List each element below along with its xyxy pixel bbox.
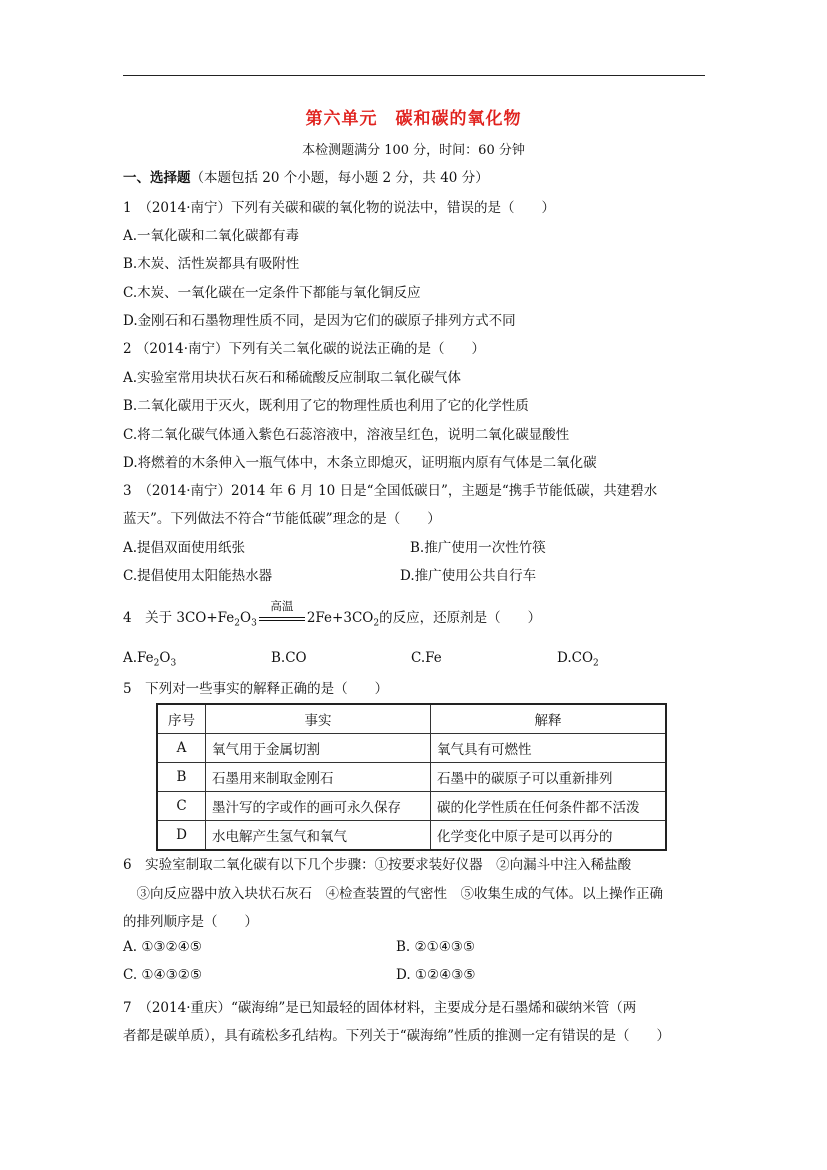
section-desc: （本题包括 20 个小题，每小题 2 分，共 40 分）: [190, 170, 489, 186]
table-header-row: [157, 704, 666, 734]
q7-stem-line2: 者都是碳单质），具有疏松多孔结构。下列关于“碳海绵”性质的推测一定有错误的是（ ）: [123, 1028, 671, 1044]
q1-option-c: C.木炭、一氧化碳在一定条件下都能与氧化铜反应: [123, 285, 421, 301]
reaction-condition: 高温: [270, 599, 294, 613]
q3-stem-line1: 3 （2014·南宁）2014 年 6 月 10 日是“全国低碳日”，主题是“携手节能低碳，共建碧水: [123, 483, 658, 499]
table-row: A 氧气用于金属切割 氧气具有可燃性: [157, 734, 666, 763]
q4-option-d: $D.CO_2$: [557, 650, 599, 669]
facts-table: [156, 703, 667, 851]
q3-stem-line2: 蓝天”。下列做法不符合“节能低碳”理念的是（ ）: [123, 511, 441, 527]
q4-option-c: C.Fe: [411, 650, 442, 666]
q4-option-a: $A.Fe_2O_3$: [123, 650, 177, 669]
reaction-arrow: [257, 599, 307, 626]
q1-stem: 1 （2014·南宁）下列有关碳和碳的氧化物的说法中，错误的是（ ）: [123, 200, 555, 216]
q1-option-d: D.金刚石和石墨物理性质不同，是因为它们的碳原子排列方式不同: [123, 313, 516, 329]
section-label: 一、选择题: [123, 170, 191, 186]
table-row: C 墨汁写的字或作的画可永久保存 碳的化学性质在任何条件都不活泼: [157, 792, 666, 821]
exam-info: 本检测题满分 100 分，时间：60 分钟: [302, 143, 525, 158]
q3-option-a: A.提倡双面使用纸张: [123, 540, 246, 556]
q7-stem-line1: 7 （2014·重庆）“碳海绵”是已知最轻的固体材料，主要成分是石墨烯和碳纳米管（两: [123, 1000, 637, 1016]
q4-option-b: B.CO: [271, 650, 307, 666]
q3-option-d: D.推广使用公共自行车: [400, 568, 537, 584]
q2-option-d: D.将燃着的木条伸入一瓶气体中，木条立即熄灭，证明瓶内原有气体是二氧化碳: [123, 455, 597, 471]
q6-option-b: B. ②①④③⑤: [396, 939, 476, 955]
table-row: D 水电解产生氢气和氧气 化学变化中原子是可以再分的: [157, 821, 666, 851]
q2-option-c: C.将二氧化碳气体通入紫色石蕊溶液中，溶液呈红色，说明二氧化碳显酸性: [123, 427, 570, 443]
q2-option-b: B.二氧化碳用于灭火，既利用了它的物理性质也利用了它的化学性质: [123, 398, 529, 414]
table-header: 序号: [157, 704, 206, 734]
table-header: 解释: [431, 704, 667, 734]
q2-stem: 2 （2014·南宁）下列有关二氧化碳的说法正确的是（ ）: [123, 341, 486, 357]
q1-option-b: B.木炭、活性炭都具有吸附性: [123, 256, 300, 272]
q6-stem-line1: 6 实验室制取二氧化碳有以下几个步骤：①按要求装好仪器 ②向漏斗中注入稀盐酸: [123, 857, 632, 873]
header-rule: [123, 75, 705, 76]
q3-option-b: B.推广使用一次性竹筷: [410, 540, 546, 556]
table-header: 事实: [206, 704, 431, 734]
q6-option-d: D. ①②④③⑤: [396, 967, 476, 983]
q1-option-a: A.一氧化碳和二氧化碳都有毒: [123, 228, 300, 244]
q5-stem: 5 下列对一些事实的解释正确的是（ ）: [123, 681, 389, 697]
q6-stem-line3: 的排列顺序是（ ）: [123, 914, 258, 930]
q6-stem-line2: ③向反应器中放入块状石灰石 ④检查装置的气密性 ⑤收集生成的气体。以上操作正确: [123, 886, 663, 902]
q3-option-c: C.提倡使用太阳能热水器: [123, 568, 273, 584]
q6-option-c: C. ①④③②⑤: [123, 967, 202, 983]
page-title: 第六单元 碳和碳的氧化物: [305, 109, 522, 129]
q6-option-a: A. ①③②④⑤: [123, 939, 202, 955]
q4-stem: 4 关于 $3CO+Fe_2O_3$ 高温 $2Fe+3CO_2$的反应，还原剂是（ ）: [123, 599, 542, 629]
table-row: B 石墨用来制取金刚石 石墨中的碳原子可以重新排列: [157, 763, 666, 792]
q2-option-a: A.实验室常用块状石灰石和稀硫酸反应制取二氧化碳气体: [123, 370, 462, 386]
section-heading: [123, 166, 489, 186]
